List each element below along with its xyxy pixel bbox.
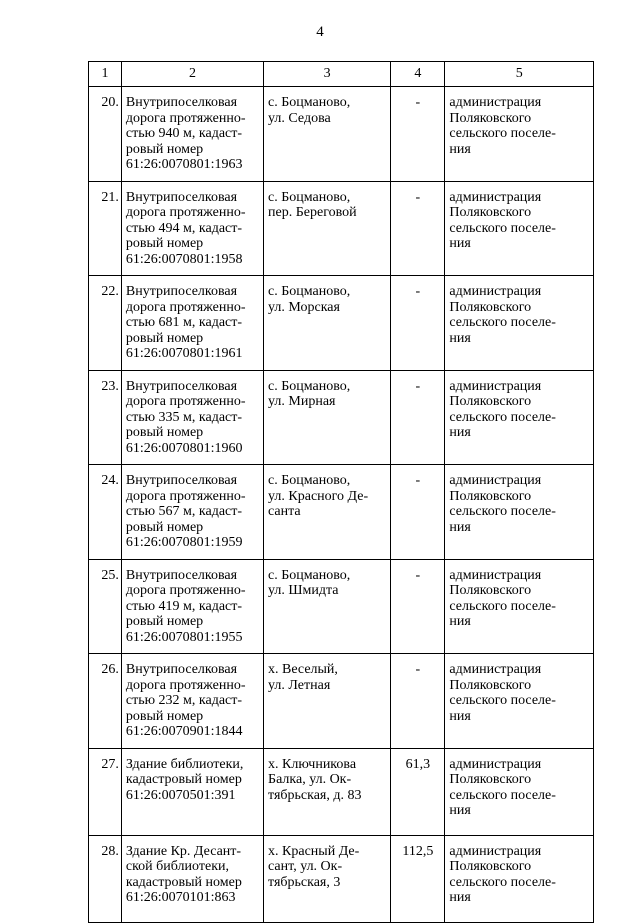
name-line: ровый номер xyxy=(125,519,204,535)
address-line: ул. Летная xyxy=(268,677,331,693)
name-line: Внутрипоселковая xyxy=(125,567,238,583)
property-registry-table xyxy=(88,61,594,923)
table-row xyxy=(89,465,594,560)
page-number: 4 xyxy=(316,24,324,40)
name-line: Здание библиотеки, xyxy=(125,756,244,772)
table-row xyxy=(89,370,594,465)
name-line: дорога протяженно- xyxy=(125,394,246,409)
owner-line: ния xyxy=(449,890,471,905)
object-name-cell xyxy=(121,835,263,922)
name-line: 61:26:0070801:1960 xyxy=(125,440,243,456)
column-header-4: 4 xyxy=(391,62,445,87)
owner-line: сельского поселе- xyxy=(449,315,556,330)
table-body xyxy=(89,87,594,923)
address-cell xyxy=(264,181,391,276)
owner-cell xyxy=(445,835,594,922)
name-line: ровый номер xyxy=(125,330,204,346)
owner-line: Поляковского xyxy=(449,677,532,693)
owner-line: сельского поселе- xyxy=(449,787,556,803)
address-cell xyxy=(264,87,391,182)
name-line: Здание Кр. Десант- xyxy=(125,843,242,859)
name-line: Внутрипоселковая xyxy=(125,95,238,110)
address-cell xyxy=(264,559,391,654)
name-line: стью 494 м, кадаст- xyxy=(125,220,243,236)
area-cell: 61,3 xyxy=(391,748,445,835)
area-cell: - xyxy=(391,559,445,654)
name-line: ровый номер xyxy=(125,425,204,440)
owner-line: администрация xyxy=(449,189,542,205)
name-line: дорога протяженно- xyxy=(125,299,246,315)
name-line: 61:26:0070801:1955 xyxy=(125,629,243,645)
area-cell: - xyxy=(391,87,445,182)
name-line: Внутрипоселковая xyxy=(125,378,238,394)
object-name-cell xyxy=(121,87,263,182)
address-cell xyxy=(264,370,391,465)
name-line: стью 681 м, кадаст- xyxy=(125,315,243,330)
name-line: Внутрипоселковая xyxy=(125,284,238,299)
owner-line: ния xyxy=(449,425,471,440)
name-line: стью 567 м, кадаст- xyxy=(125,504,243,519)
name-line: дорога протяженно- xyxy=(125,583,246,598)
owner-line: администрация xyxy=(449,95,542,110)
row-number-cell: 20. xyxy=(89,87,122,182)
address-line: сант, ул. Ок- xyxy=(268,859,343,874)
address-line: ул. Красного Де- xyxy=(268,488,369,504)
table-row xyxy=(89,87,594,182)
owner-line: администрация xyxy=(449,473,542,488)
owner-line: ния xyxy=(449,803,471,818)
name-line: 61:26:0070501:391 xyxy=(125,787,236,803)
owner-line: Поляковского xyxy=(449,583,532,598)
table-row xyxy=(89,276,594,371)
name-line: стью 335 м, кадаст- xyxy=(125,409,243,425)
owner-line: сельского поселе- xyxy=(449,504,556,519)
object-name-cell xyxy=(121,559,263,654)
address-line: х. Ключникова xyxy=(268,756,357,772)
object-name-cell xyxy=(121,181,263,276)
address-line: ул. Седова xyxy=(268,110,331,126)
owner-line: администрация xyxy=(449,284,542,299)
name-line: Внутрипоселковая xyxy=(125,189,238,205)
name-line: дорога протяженно- xyxy=(125,677,246,693)
address-line: ул. Морская xyxy=(268,299,340,315)
owner-line: Поляковского xyxy=(449,205,532,220)
address-line: пер. Береговой xyxy=(268,205,357,220)
owner-cell xyxy=(445,370,594,465)
name-line: стью 232 м, кадаст- xyxy=(125,693,243,708)
address-line: с. Боцманово, xyxy=(268,189,351,205)
name-line: 61:26:0070801:1963 xyxy=(125,157,243,172)
column-header-3: 3 xyxy=(264,62,391,87)
name-line: 61:26:0070101:863 xyxy=(125,890,236,905)
address-cell xyxy=(264,276,391,371)
address-line: санта xyxy=(268,504,301,519)
owner-line: ния xyxy=(449,519,471,535)
name-line: кадастровый номер xyxy=(125,772,242,787)
row-number-cell: 27. xyxy=(89,748,122,835)
name-line: 61:26:0070801:1961 xyxy=(125,346,243,361)
address-line: х. Веселый, xyxy=(268,662,338,677)
address-cell xyxy=(264,465,391,560)
table-row xyxy=(89,181,594,276)
row-number-cell: 25. xyxy=(89,559,122,654)
area-cell: - xyxy=(391,276,445,371)
name-line: 61:26:0070801:1958 xyxy=(125,251,243,267)
owner-line: ния xyxy=(449,141,471,157)
owner-line: Поляковского xyxy=(449,299,532,315)
owner-line: сельского поселе- xyxy=(449,126,556,141)
owner-cell xyxy=(445,748,594,835)
owner-cell xyxy=(445,465,594,560)
owner-cell xyxy=(445,559,594,654)
owner-line: Поляковского xyxy=(449,859,532,874)
name-line: 61:26:0070901:1844 xyxy=(125,724,243,739)
address-line: Балка, ул. Ок- xyxy=(268,772,352,787)
name-line: дорога протяженно- xyxy=(125,205,246,220)
name-line: Внутрипоселковая xyxy=(125,473,238,488)
address-line: с. Боцманово, xyxy=(268,473,351,488)
name-line: дорога протяженно- xyxy=(125,110,246,126)
name-line: стью 419 м, кадаст- xyxy=(125,598,243,614)
object-name-cell xyxy=(121,748,263,835)
row-number-cell: 26. xyxy=(89,654,122,749)
name-line: ской библиотеки, xyxy=(125,859,229,874)
address-cell xyxy=(264,835,391,922)
owner-cell xyxy=(445,181,594,276)
column-header-5: 5 xyxy=(445,62,594,87)
address-line: тябрьская, д. 83 xyxy=(268,787,362,803)
owner-line: Поляковского xyxy=(449,488,532,504)
object-name-cell xyxy=(121,654,263,749)
address-line: с. Боцманово, xyxy=(268,378,351,394)
name-line: ровый номер xyxy=(125,236,204,251)
owner-cell xyxy=(445,654,594,749)
table-row xyxy=(89,654,594,749)
owner-line: сельского поселе- xyxy=(449,874,556,890)
owner-line: Поляковского xyxy=(449,394,532,409)
address-line: ул. Шмидта xyxy=(268,583,339,598)
address-cell xyxy=(264,654,391,749)
name-line: 61:26:0070801:1959 xyxy=(125,535,243,550)
owner-line: ния xyxy=(449,614,471,629)
table-row xyxy=(89,748,594,835)
owner-line: ния xyxy=(449,330,471,346)
column-header-1: 1 xyxy=(89,62,122,87)
address-line: с. Боцманово, xyxy=(268,95,351,110)
area-cell: - xyxy=(391,181,445,276)
column-header-2: 2 xyxy=(121,62,263,87)
address-line: с. Боцманово, xyxy=(268,567,351,583)
area-cell: - xyxy=(391,465,445,560)
owner-line: администрация xyxy=(449,756,542,772)
owner-line: ния xyxy=(449,236,471,251)
area-cell: - xyxy=(391,370,445,465)
owner-line: сельского поселе- xyxy=(449,693,556,708)
owner-line: администрация xyxy=(449,378,542,394)
object-name-cell xyxy=(121,276,263,371)
owner-line: администрация xyxy=(449,662,542,677)
object-name-cell xyxy=(121,465,263,560)
owner-line: Поляковского xyxy=(449,772,532,787)
table-row xyxy=(89,835,594,922)
owner-line: ния xyxy=(449,708,471,724)
table-row xyxy=(89,559,594,654)
row-number-cell: 23. xyxy=(89,370,122,465)
name-line: стью 940 м, кадаст- xyxy=(125,126,243,141)
address-cell xyxy=(264,748,391,835)
address-line: ул. Мирная xyxy=(268,394,336,409)
object-name-cell xyxy=(121,370,263,465)
owner-line: Поляковского xyxy=(449,110,532,126)
row-number-cell: 28. xyxy=(89,835,122,922)
owner-line: сельского поселе- xyxy=(449,409,556,425)
owner-cell xyxy=(445,276,594,371)
owner-line: администрация xyxy=(449,843,542,859)
address-line: х. Красный Де- xyxy=(268,843,360,859)
row-number-cell: 21. xyxy=(89,181,122,276)
address-line: тябрьская, 3 xyxy=(268,874,341,890)
address-line: с. Боцманово, xyxy=(268,284,351,299)
owner-cell xyxy=(445,87,594,182)
name-line: кадастровый номер xyxy=(125,874,242,890)
table-header-row xyxy=(89,62,594,87)
name-line: ровый номер xyxy=(125,708,204,724)
name-line: ровый номер xyxy=(125,141,204,157)
name-line: Внутрипоселковая xyxy=(125,662,238,677)
owner-line: сельского поселе- xyxy=(449,598,556,614)
name-line: ровый номер xyxy=(125,614,204,629)
name-line: дорога протяженно- xyxy=(125,488,246,504)
row-number-cell: 24. xyxy=(89,465,122,560)
owner-line: сельского поселе- xyxy=(449,220,556,236)
area-cell: 112,5 xyxy=(391,835,445,922)
owner-line: администрация xyxy=(449,567,542,583)
row-number-cell: 22. xyxy=(89,276,122,371)
area-cell: - xyxy=(391,654,445,749)
